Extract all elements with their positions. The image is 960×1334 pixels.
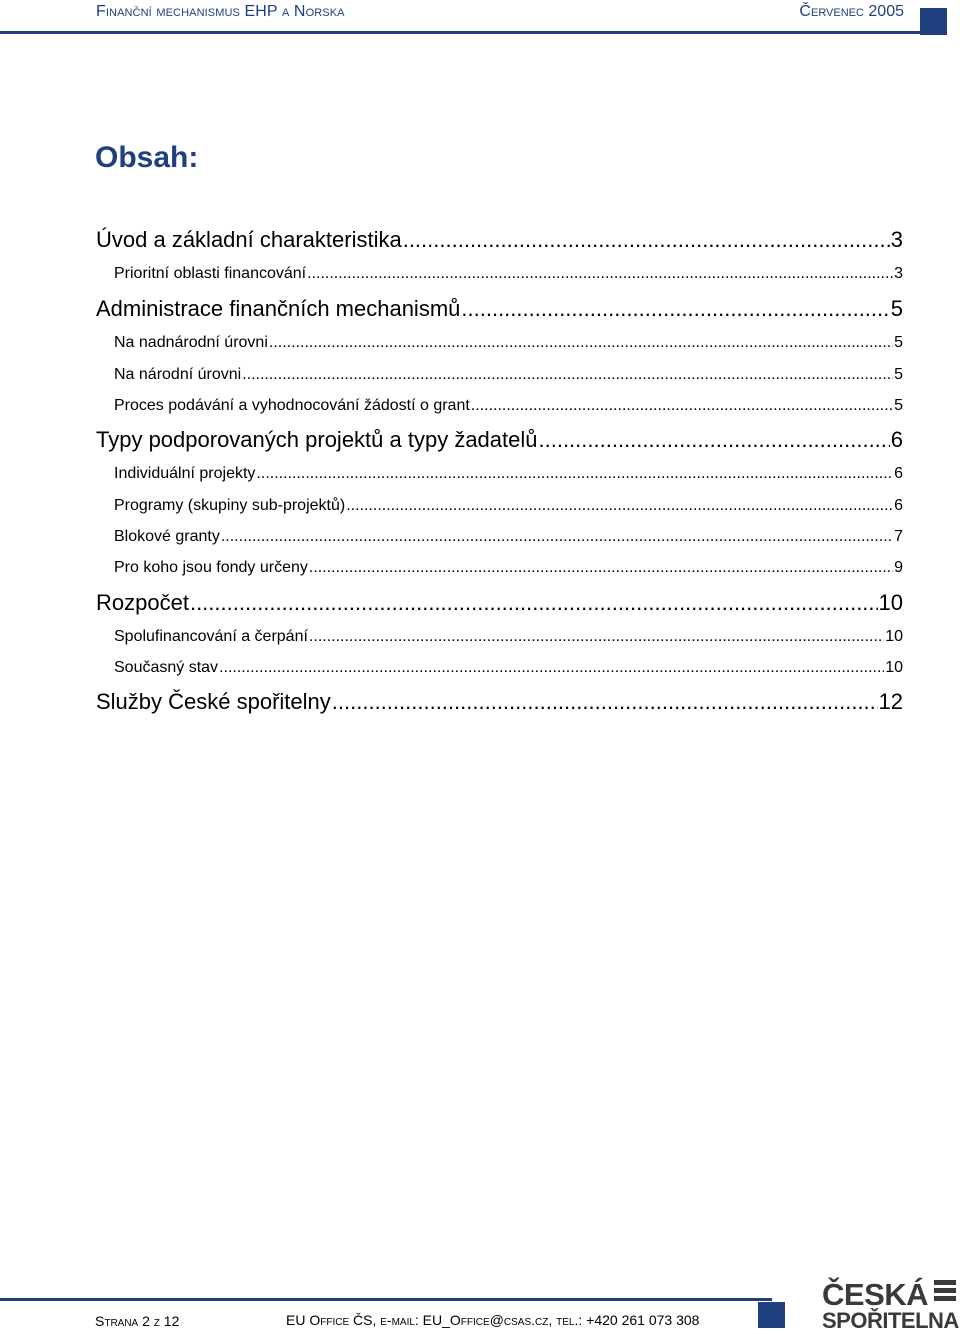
toc-entry-title: Rozpočet	[96, 590, 189, 615]
toc-entry[interactable]	[114, 397, 903, 415]
toc-leader-dots	[190, 590, 878, 616]
toc-entry-title: Individuální projekty	[114, 465, 256, 482]
toc-entry-page: 5	[890, 296, 903, 321]
toc-entry[interactable]	[96, 296, 903, 322]
footer-square-marker	[758, 1302, 785, 1328]
header-square-marker	[920, 8, 947, 35]
toc-entry[interactable]	[96, 590, 903, 616]
toc-entry[interactable]	[114, 628, 903, 646]
toc-entry-title: Spolufinancování a čerpání	[114, 628, 308, 645]
toc-entry-page: 12	[878, 689, 903, 714]
toc-entry-page: 6	[894, 497, 903, 514]
toc-entry-title: Blokové granty	[114, 528, 220, 545]
toc-entry[interactable]	[114, 265, 903, 283]
toc-leader-dots	[219, 659, 884, 677]
toc-leader-dots	[309, 628, 884, 646]
toc-entry-title: Administrace finančních mechanismů	[96, 296, 461, 321]
toc-entry[interactable]	[114, 465, 903, 483]
toc-leader-dots	[307, 265, 893, 283]
toc-entry[interactable]	[114, 334, 903, 352]
toc-entry-title: Prioritní oblasti financování	[114, 265, 307, 282]
toc-leader-dots	[539, 427, 890, 453]
toc-leader-dots	[221, 528, 893, 546]
toc-entry-title: Pro koho jsou fondy určeny	[114, 559, 308, 576]
page-footer	[0, 1294, 960, 1334]
toc-entry-title: Programy (skupiny sub-projektů)	[114, 497, 346, 514]
toc-entry-page: 10	[878, 590, 903, 615]
toc-entry[interactable]	[114, 659, 903, 677]
toc-leader-dots	[256, 465, 893, 483]
toc-entry-page: 6	[890, 427, 903, 452]
page-header	[0, 0, 960, 38]
toc-entry-title: Na národní úrovni	[114, 366, 242, 383]
toc-leader-dots	[346, 497, 893, 515]
toc-leader-dots	[309, 559, 893, 577]
toc-leader-dots	[461, 296, 889, 322]
toc-leader-dots	[471, 397, 893, 415]
header-rule	[0, 31, 946, 34]
toc-entry-title: Na nadnárodní úrovni	[114, 334, 268, 351]
toc-entry-title: Služby České spořitelny	[96, 689, 331, 714]
toc-entry-page: 10	[885, 628, 903, 645]
toc-entry-page: 10	[885, 659, 903, 676]
toc-entry-page: 5	[894, 366, 903, 383]
toc-leader-dots	[332, 689, 878, 715]
toc-entry-page: 3	[890, 227, 903, 252]
footer-rule	[0, 1298, 772, 1301]
document-title: Finanční mechanismus EHP a Norska	[96, 3, 345, 20]
logo-line1: ČESKÁ	[822, 1277, 929, 1312]
toc-leader-dots	[269, 334, 893, 352]
toc-entry-page: 5	[894, 397, 903, 414]
toc-entry-title: Typy podporovaných projektů a typy žadatelů	[96, 427, 538, 452]
toc-entry[interactable]	[114, 528, 903, 546]
toc-entry-page: 7	[894, 528, 903, 545]
toc-entry[interactable]	[114, 497, 903, 515]
toc-entry-page: 6	[894, 465, 903, 482]
ceska-sporitelna-logo	[822, 1276, 958, 1334]
toc-entry-page: 9	[894, 559, 903, 576]
toc-entry[interactable]	[114, 559, 903, 577]
toc-entry[interactable]	[114, 366, 903, 384]
footer-contact: EU Office ČS, e-mail: EU_Office@csas.cz, tel.: +420 261 073 308	[286, 1312, 700, 1328]
toc-entry-page: 3	[894, 265, 903, 282]
toc-leader-dots	[403, 227, 890, 253]
toc-entry-title: Současný stav	[114, 659, 219, 676]
logo-swirl-icon	[932, 1276, 958, 1306]
toc-heading: Obsah:	[95, 141, 199, 174]
toc-entry[interactable]	[96, 689, 903, 715]
logo-line2: SPOŘITELNA	[822, 1308, 959, 1333]
toc-entry[interactable]	[96, 227, 903, 253]
toc-entry-page: 5	[894, 334, 903, 351]
toc-leader-dots	[242, 366, 893, 384]
document-date: Červenec 2005	[799, 3, 904, 20]
toc-entry[interactable]	[96, 427, 903, 453]
toc-entry-title: Proces podávání a vyhodnocování žádostí o grant	[114, 397, 470, 414]
toc-entry-title: Úvod a základní charakteristika	[96, 227, 402, 252]
page-number: Strana 2 z 12	[95, 1313, 180, 1329]
